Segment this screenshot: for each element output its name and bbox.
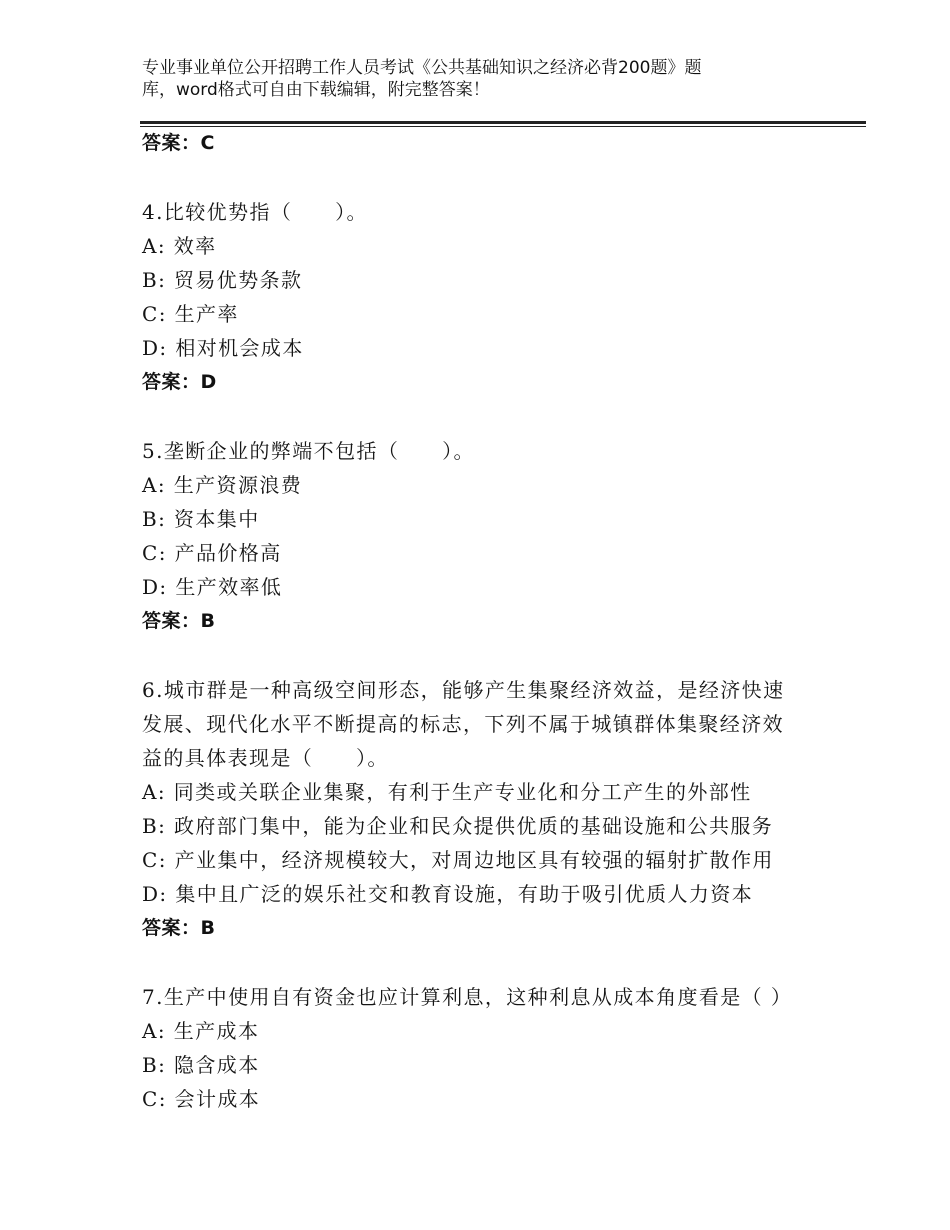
answer-q3: 答案：C [142, 132, 215, 154]
header-rule-thin [140, 126, 866, 127]
question-6-option-b: B: 政府部门集中，能为企业和民众提供优质的基础设施和公共服务 [142, 814, 774, 838]
question-4-option-d: D: 相对机会成本 [142, 336, 304, 360]
answer-q6: 答案：B [142, 917, 216, 939]
question-5-option-c: C: 产品价格高 [142, 541, 282, 565]
header-line-1: 专业事业单位公开招聘工作人员考试《公共基础知识之经济必背200题》题 [142, 58, 702, 78]
answer-q4: 答案：D [142, 371, 217, 393]
question-7-option-c: C: 会计成本 [142, 1087, 261, 1111]
question-6-stem-line-3: 益的具体表现是（ ）。 [142, 746, 389, 770]
question-4-option-a: A: 效率 [142, 234, 217, 258]
question-5-option-b: B: 资本集中 [142, 507, 260, 531]
question-4-option-b: B: 贸易优势条款 [142, 268, 303, 292]
header-line-2: 库，word格式可自由下载编辑，附完整答案！ [142, 80, 490, 100]
question-4-stem: 4.比较优势指（ ）。 [142, 200, 368, 224]
answer-q5: 答案：B [142, 610, 216, 632]
header-rule-thick [140, 121, 866, 124]
question-6-option-a: A: 同类或关联企业集聚，有利于生产专业化和分工产生的外部性 [142, 780, 752, 804]
question-6-option-d: D: 集中且广泛的娱乐社交和教育设施，有助于吸引优质人力资本 [142, 882, 754, 906]
question-5-stem: 5.垄断企业的弊端不包括（ ）。 [142, 439, 475, 463]
question-7-stem: 7.生产中使用自有资金也应计算利息，这种利息从成本角度看是（ ） [142, 985, 793, 1009]
question-6-option-c: C: 产业集中，经济规模较大，对周边地区具有较强的辐射扩散作用 [142, 848, 774, 872]
question-5-option-a: A: 生产资源浪费 [142, 473, 303, 497]
question-7-option-b: B: 隐含成本 [142, 1053, 260, 1077]
question-6-stem-line-2: 发展、现代化水平不断提高的标志，下列不属于城镇群体集聚经济效 [142, 712, 784, 736]
page-header [142, 57, 782, 101]
question-4-option-c: C: 生产率 [142, 302, 239, 326]
question-5-option-d: D: 生产效率低 [142, 575, 283, 599]
question-6-stem-line-1: 6.城市群是一种高级空间形态，能够产生集聚经济效益，是经济快速 [142, 678, 785, 702]
question-7-option-a: A: 生产成本 [142, 1019, 260, 1043]
